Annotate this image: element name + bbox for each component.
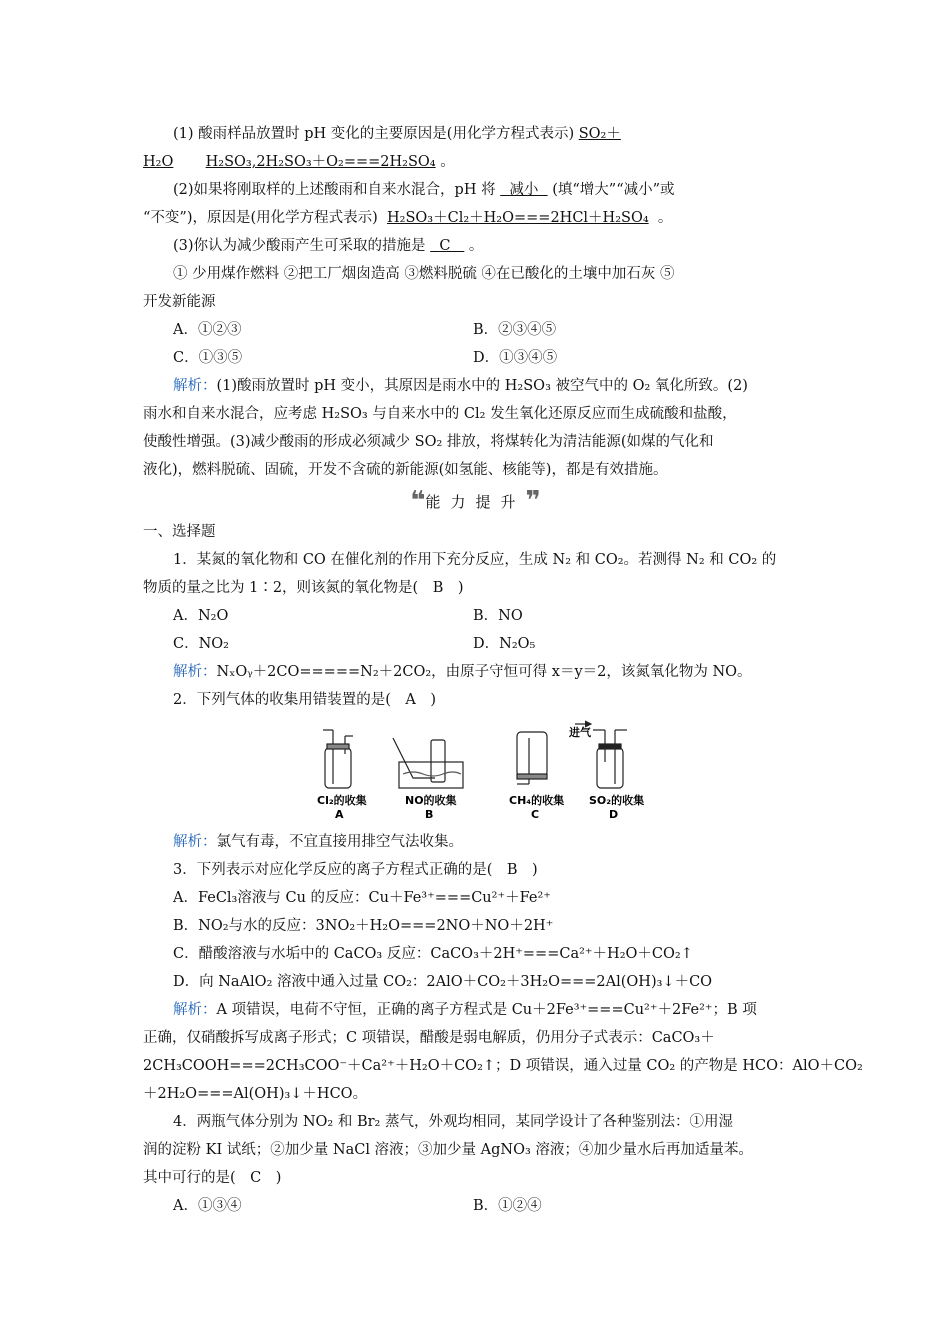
q3-answer: C: [439, 238, 451, 254]
explanation-text: (1)酸雨放置时 pH 变小，其原因是雨水中的 H₂SO₃ 被空气中的 O₂ 氧化所致。(2): [216, 378, 748, 394]
q3-options-line1: ① 少用煤作燃料 ②把工厂烟囱造高 ③燃料脱硫 ④在已酸化的土壤中加石灰 ⑤: [173, 266, 675, 282]
caption-d: SO₂的收集: [589, 794, 645, 807]
apparatus-diagram: [313, 718, 673, 826]
label-a: A: [335, 808, 344, 821]
gas-collection-figure: [143, 718, 808, 828]
inlet-label: 进气: [569, 726, 591, 739]
q2-reason: “不变”)，原因是(用化学方程式表示): [143, 210, 378, 226]
q3-choice-b: B．②③④⑤: [473, 322, 557, 338]
explanation-label: 解析：: [173, 1002, 217, 1018]
q2-line: [143, 176, 808, 204]
explanation-text: 氯气有毒，不宜直接用排空气法收集。: [216, 834, 463, 850]
p1-choices-row1: [143, 602, 808, 630]
explanation-3-line1: [143, 996, 808, 1024]
q2-stem: (2)如果将刚取样的上述酸雨和自来水混合，pH 将: [173, 182, 496, 198]
explanation-label: 解析：: [173, 378, 217, 394]
p4-line2: 润的淀粉 KI 试纸；②加少量 NaCl 溶液；③加少量 AgNO₃ 溶液；④加少量水后再加适量苯。: [143, 1142, 753, 1158]
explanation-0-line3: 使酸性增强。(3)减少酸雨的形成必须减少 SO₂ 排放，将煤转化为清洁能源(如煤的气化和: [143, 434, 714, 450]
q3-choice-a: A．①②③: [173, 322, 242, 338]
explanation-3-line3: 2CH₃COOH===2CH₃COO⁻＋Ca²⁺＋H₂O＋CO₂↑；D 项错误，通入过量 CO₂ 的产物是 HCO：AlO＋CO₂: [143, 1058, 863, 1074]
q1-line: [143, 120, 808, 148]
p1-choice-d: D．N₂O₅: [473, 636, 536, 652]
explanation-2: [143, 828, 808, 856]
p1-choice-b: B．NO: [473, 608, 523, 624]
p1-line2: 物质的量之比为 1∶2，则该氮的氧化物是( B ): [143, 580, 464, 596]
p1-choices-row2: [143, 630, 808, 658]
section-title: 能力提升: [425, 492, 526, 511]
p3-choice-a: A．FeCl₃溶液与 Cu 的反应：Cu＋Fe³⁺===Cu²⁺＋Fe²⁺: [173, 890, 551, 906]
section-1-title: 一、选择题: [143, 524, 216, 540]
q3-stem: (3)你认为减少酸雨产生可采取的措施是: [173, 238, 426, 254]
q3-options-line2: 开发新能源: [143, 294, 216, 310]
section-heading: [143, 484, 808, 518]
q2-answer: 减小: [509, 182, 539, 198]
q3-line: [143, 232, 808, 260]
q1-end: 。: [440, 154, 455, 170]
label-b: B: [425, 808, 434, 821]
q1-answer-part1: SO₂＋: [578, 126, 621, 142]
document-body: [143, 120, 863, 1220]
caption-a: Cl₂的收集: [317, 794, 367, 807]
q1-answer-part2: H₂O: [143, 154, 174, 170]
explanation-0-line1: [143, 372, 808, 400]
q2-hint: (填“增大”“减小”或: [552, 182, 675, 198]
p3-stem: 3．下列表示对应化学反应的离子方程式正确的是( B ): [173, 862, 538, 878]
bottle-d-icon: [597, 748, 623, 788]
q3-choice-c: C．①③⑤: [173, 350, 243, 366]
q3-choices-row2: [143, 344, 808, 372]
p1-choice-a: A．N₂O: [173, 608, 229, 624]
explanation-0-line4: 液化)，燃料脱硫、固硫，开发不含硫的新能源(如氢能、核能等)，都是有效措施。: [143, 462, 668, 478]
explanation-3-line2: 正确，仅硝酸拆写成离子形式；C 项错误，醋酸是弱电解质，仍用分子式表示：CaCO₃＋: [143, 1030, 715, 1046]
q1-stem: (1) 酸雨样品放置时 pH 变化的主要原因是(用化学方程式表示): [173, 126, 575, 142]
q2-line2: [143, 204, 808, 232]
p3-choice-c: C．醋酸溶液与水垢中的 CaCO₃ 反应：CaCO₃＋2H⁺===Ca²⁺＋H₂O＋CO₂↑: [173, 946, 693, 962]
p3-choice-b: B．NO₂与水的反应：3NO₂＋H₂O===2NO＋NO＋2H⁺: [173, 918, 554, 934]
p4-choices-row1: [143, 1192, 808, 1220]
p3-choice-d: D．向 NaAlO₂ 溶液中通入过量 CO₂：2AlO＋CO₂＋3H₂O===2Al(OH)₃↓＋CO: [173, 974, 713, 990]
q2-equation: H₂SO₃＋Cl₂＋H₂O===2HCl＋H₂SO₄: [387, 210, 649, 226]
label-d: D: [609, 808, 619, 821]
q2-end: 。: [657, 210, 673, 226]
caption-b: NO的收集: [405, 794, 457, 807]
bottle-a-icon: [325, 748, 351, 788]
label-c: C: [531, 808, 540, 821]
p4-line1: 4．两瓶气体分别为 NO₂ 和 Br₂ 蒸气，外观均相同，某同学设计了各种鉴别法：①用湿: [173, 1114, 733, 1130]
explanation-3-line4: ＋2H₂O===Al(OH)₃↓＋HCO。: [143, 1086, 368, 1102]
explanation-label: 解析：: [173, 834, 217, 850]
explanation-0-line2: 雨水和自来水混合，应考虑 H₂SO₃ 与自来水中的 Cl₂ 发生氧化还原反应而生成硫酸和盐酸，: [143, 406, 737, 422]
open-quote-icon: ❝: [410, 486, 426, 516]
q3-choice-d: D．①③④⑤: [473, 350, 558, 366]
p4-choice-a: A．①③④: [173, 1198, 242, 1214]
explanation-text: A 项错误，电荷不守恒，正确的离子方程式是 Cu＋2Fe³⁺===Cu²⁺＋2Fe²⁺；B 项: [216, 1002, 757, 1018]
explanation-text: NₓOᵧ＋2CO=====N₂＋2CO₂，由原子守恒可得 x＝y＝2，该氮氧化物为 NO。: [216, 664, 752, 680]
p4-line3: 其中可行的是( C ): [143, 1170, 282, 1186]
q3-end: 。: [468, 238, 484, 254]
explanation-label: 解析：: [173, 664, 217, 680]
bottle-c-icon: [517, 732, 547, 776]
p1-choice-c: C．NO₂: [173, 636, 229, 652]
q1-answer-part3: H₂SO₃,2H₂SO₃＋O₂===2H₂SO₄: [205, 154, 436, 170]
p2-stem: 2．下列气体的收集用错装置的是( A ): [173, 692, 437, 708]
p4-choice-b: B．①②④: [473, 1198, 542, 1214]
q3-choices-row1: [143, 316, 808, 344]
caption-c: CH₄的收集: [509, 794, 565, 807]
close-quote-icon: ❞: [525, 486, 541, 516]
explanation-1: [143, 658, 808, 686]
q1-line2: [143, 148, 808, 176]
p1-line1: 1．某氮的氧化物和 CO 在催化剂的作用下充分反应，生成 N₂ 和 CO₂。若测得 N₂ 和 CO₂ 的: [173, 552, 777, 568]
